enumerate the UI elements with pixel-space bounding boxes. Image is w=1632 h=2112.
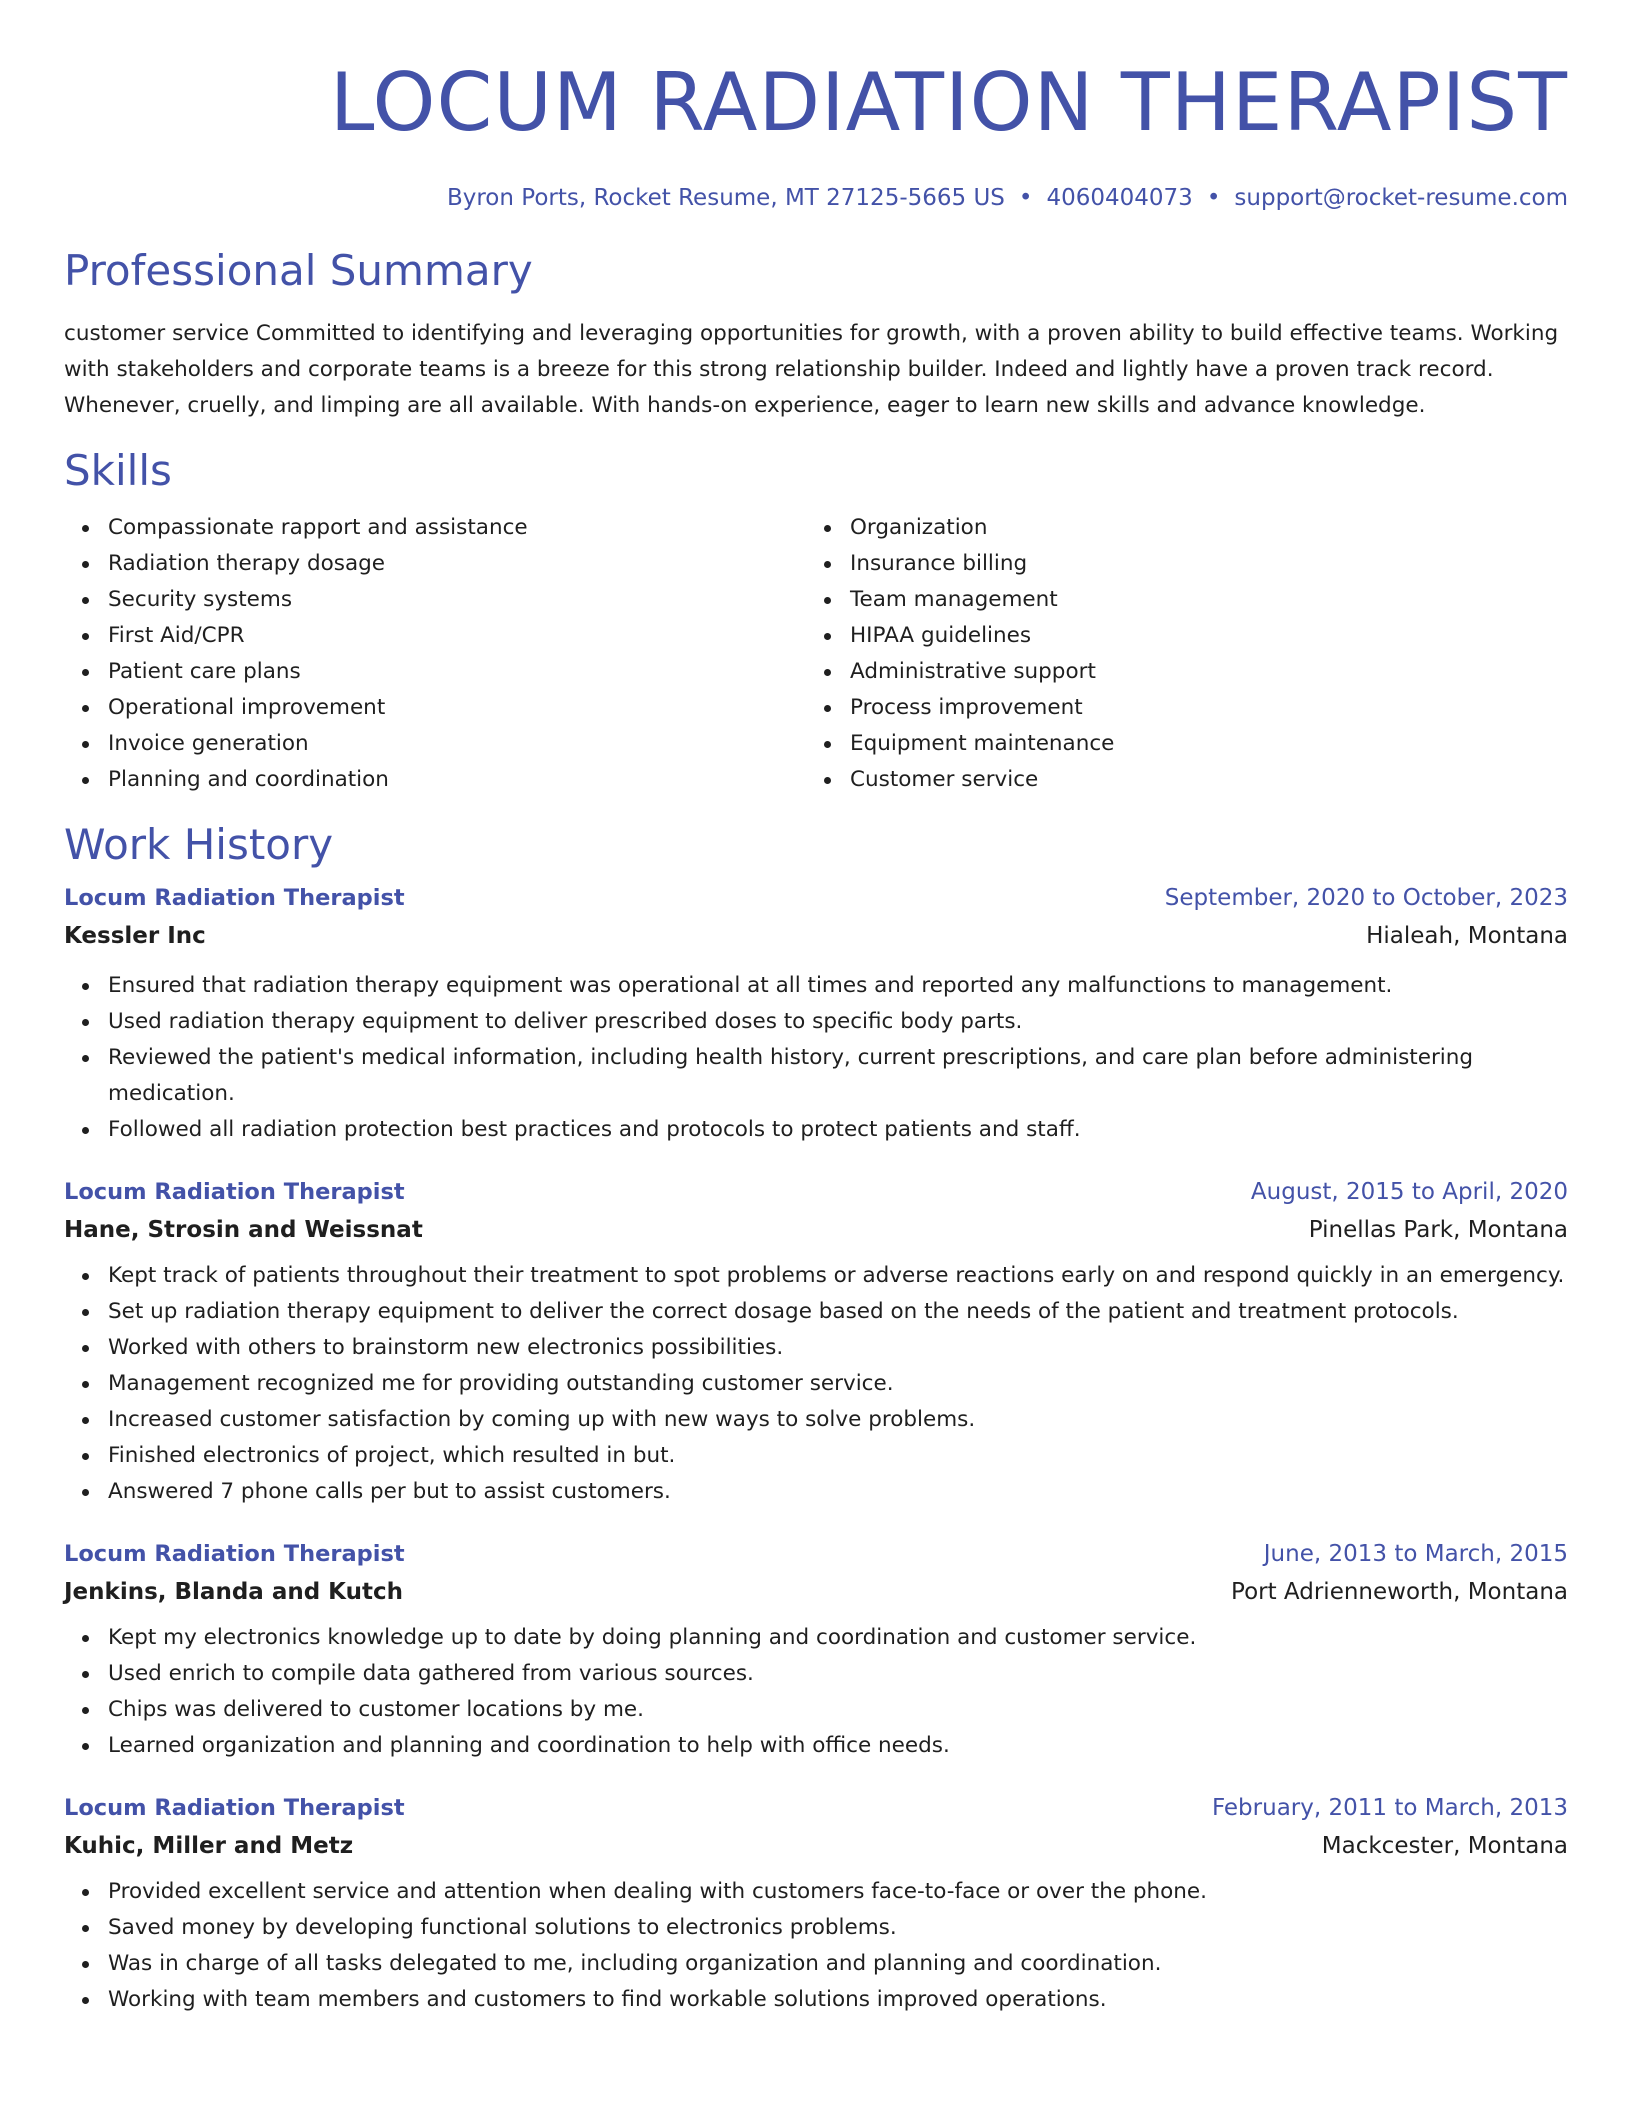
job-company-row (64, 1576, 1568, 1608)
job-bullet: Saved money by developing functional solutions to electronics problems. (64, 1910, 1568, 1946)
skill-item: First Aid/CPR (64, 618, 806, 654)
job-bullets (64, 1620, 1568, 1764)
job-bullet: Kept my electronics knowledge up to date by doing planning and coordination and customer service. (64, 1620, 1568, 1656)
skill-item: Radiation therapy dosage (64, 546, 806, 582)
work-history-heading: Work History (64, 820, 334, 869)
contact-line (64, 184, 1568, 212)
job-title: Locum Radiation Therapist (64, 1795, 405, 1821)
job-bullet: Was in charge of all tasks delegated to me, including organization and planning and coordination. (64, 1946, 1568, 1982)
job-entry (64, 882, 1568, 1148)
job-bullets (64, 1258, 1568, 1510)
job-header-row (64, 1176, 1568, 1208)
job-company-row (64, 1214, 1568, 1246)
skill-item: Team management (806, 582, 1548, 618)
job-bullet: Worked with others to brainstorm new electronics possibilities. (64, 1330, 1568, 1366)
skill-item: Equipment maintenance (806, 726, 1548, 762)
job-location: Mackcester, Montana (1321, 1833, 1568, 1859)
job-company: Jenkins, Blanda and Kutch (64, 1579, 403, 1605)
job-bullet: Reviewed the patient's medical information, including health history, current prescriptions, and care plan before administering medication. (64, 1040, 1568, 1112)
job-title: Locum Radiation Therapist (64, 1541, 405, 1567)
job-bullet: Ensured that radiation therapy equipment was operational at all times and reported any malfunctions to management. (64, 968, 1568, 1004)
job-company: Hane, Strosin and Weissnat (64, 1217, 423, 1243)
job-company-row (64, 1830, 1568, 1862)
job-bullet: Increased customer satisfaction by coming up with new ways to solve problems. (64, 1402, 1568, 1438)
skill-item: Organization (806, 510, 1548, 546)
summary-text: customer service Committed to identifying and leveraging opportunities for growth, with a proven ability to build effective teams. Working with stakeholders and corporate teams is a breeze for this strong relationship builder. Indeed and lightly have a proven track record. Whenever, cruelly, and limping are all available. With hands-on experience, eager to learn new skills and advance knowledge. (64, 321, 1559, 418)
job-company-row (64, 920, 1568, 952)
job-dates: February, 2011 to March, 2013 (1211, 1795, 1568, 1821)
skill-item: Security systems (64, 582, 806, 618)
contact-separator: • (1206, 185, 1221, 211)
job-location: Pinellas Park, Montana (1308, 1217, 1568, 1243)
job-bullet: Answered 7 phone calls per but to assist customers. (64, 1474, 1568, 1510)
skills-heading: Skills (64, 446, 172, 495)
skills-right-column (806, 510, 1548, 798)
job-company: Kuhic, Miller and Metz (64, 1833, 354, 1859)
skill-item: HIPAA guidelines (806, 618, 1548, 654)
skill-item: Administrative support (806, 654, 1548, 690)
job-bullets (64, 1874, 1568, 2018)
job-bullet: Used enrich to compile data gathered from various sources. (64, 1656, 1568, 1692)
skill-item: Planning and coordination (64, 762, 806, 798)
job-bullet: Kept track of patients throughout their treatment to spot problems or adverse reactions early on and respond quickly in an emergency. (64, 1258, 1568, 1294)
skills-list (64, 510, 1568, 798)
skill-item: Customer service (806, 762, 1548, 798)
job-entry (64, 1538, 1568, 1764)
job-entry (64, 1176, 1568, 1510)
job-location: Hialeah, Montana (1366, 923, 1568, 949)
skill-item: Insurance billing (806, 546, 1548, 582)
job-dates: September, 2020 to October, 2023 (1164, 885, 1568, 911)
job-company: Kessler Inc (64, 923, 206, 949)
job-bullets (64, 968, 1568, 1148)
job-header-row (64, 1538, 1568, 1570)
skills-left-column (64, 510, 806, 798)
job-bullet: Provided excellent service and attention when dealing with customers face-to-face or over the phone. (64, 1874, 1568, 1910)
job-bullet: Management recognized me for providing outstanding customer service. (64, 1366, 1568, 1402)
job-location: Port Adrienneworth, Montana (1231, 1579, 1568, 1605)
resume-page (64, 0, 1568, 2018)
job-bullet: Chips was delivered to customer locations by me. (64, 1692, 1568, 1728)
job-bullet: Used radiation therapy equipment to deliver prescribed doses to specific body parts. (64, 1004, 1568, 1040)
job-title: Locum Radiation Therapist (64, 1179, 405, 1205)
skill-item: Compassionate rapport and assistance (64, 510, 806, 546)
job-entry (64, 1792, 1568, 2018)
skill-item: Process improvement (806, 690, 1548, 726)
job-bullet: Working with team members and customers to find workable solutions improved operations. (64, 1982, 1568, 2018)
contact-separator: • (1018, 185, 1033, 211)
job-bullet: Set up radiation therapy equipment to deliver the correct dosage based on the needs of the patient and treatment protocols. (64, 1294, 1568, 1330)
skill-item: Operational improvement (64, 690, 806, 726)
job-bullet: Finished electronics of project, which resulted in but. (64, 1438, 1568, 1474)
job-header-row (64, 882, 1568, 914)
skill-item: Invoice generation (64, 726, 806, 762)
skill-item: Patient care plans (64, 654, 806, 690)
contact-email[interactable]: support@rocket-resume.com (1234, 185, 1568, 211)
job-dates: August, 2015 to April, 2020 (1250, 1179, 1568, 1205)
job-title: Locum Radiation Therapist (64, 885, 405, 911)
contact-address: Byron Ports, Rocket Resume, MT 27125-5665 US (446, 185, 1005, 211)
summary-heading: Professional Summary (64, 246, 533, 295)
job-bullet: Learned organization and planning and coordination to help with office needs. (64, 1728, 1568, 1764)
resume-title: LOCUM RADIATION THERAPIST (329, 56, 1568, 149)
job-dates: June, 2013 to March, 2015 (1263, 1541, 1568, 1567)
contact-phone: 4060404073 (1046, 185, 1193, 211)
job-header-row (64, 1792, 1568, 1824)
job-bullet: Followed all radiation protection best practices and protocols to protect patients and staff. (64, 1112, 1568, 1148)
